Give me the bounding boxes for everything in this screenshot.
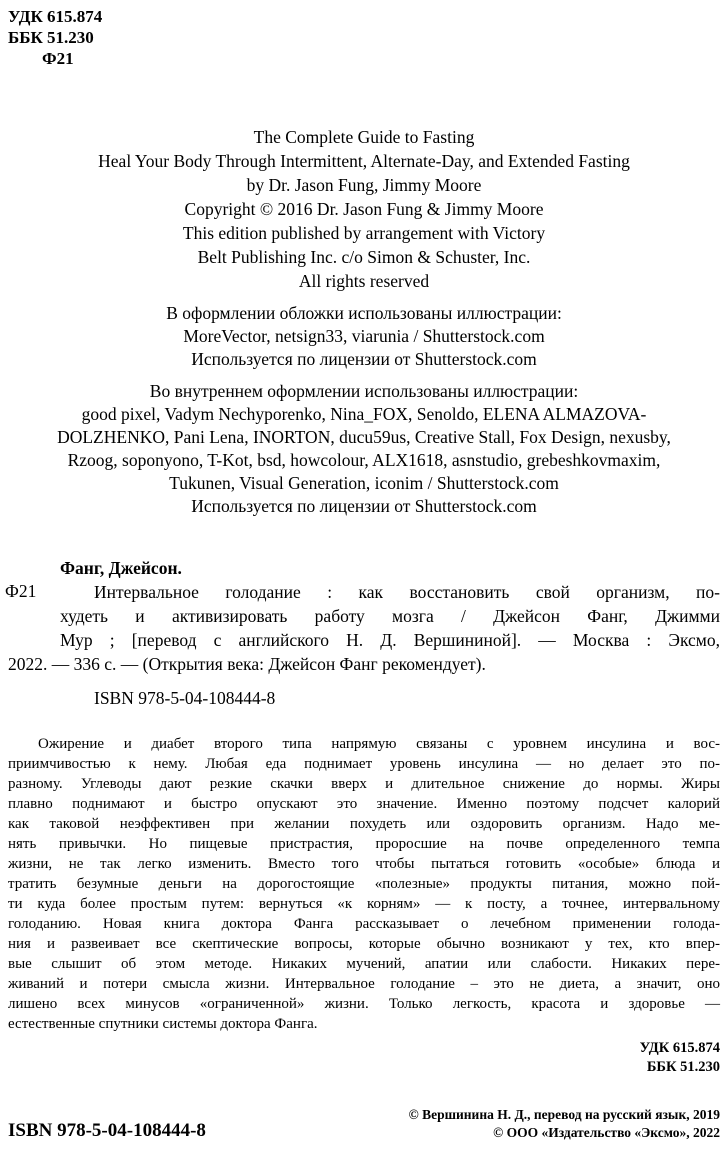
annotation-line: жизни, не так легко изменить. Вместо того чтобы пытаться готовить «особые» блюда и [8,856,720,872]
annotation-line: ния и развеивает все скептические вопросы, которые обычно возникают у тех, кто впер- [8,936,720,952]
original-edition-line: This edition published by arrangement with Victory [182,223,546,243]
bottom-code-line: ББК 51.230 [646,1059,720,1075]
original-edition-line: by Dr. Jason Fung, Jimmy Moore [246,175,482,195]
credit-line: Tukunen, Visual Generation, iconim / Shutterstock.com [169,473,559,493]
catalog-description-line: худеть и активизировать работу мозга / Джейсон Фанг, Джимми [60,606,720,626]
original-edition-line: Copyright © 2016 Dr. Jason Fung & Jimmy Moore [184,199,544,219]
annotation-line: тратить безумные деньги на дорогостоящие «полезные» продукты питания, можно пой- [8,876,720,892]
annotation-paragraph [8,734,720,1034]
copyright-line: © ООО «Издательство «Эксмо», 2022 [493,1125,720,1140]
top-code-line: Ф21 [42,49,74,68]
top-code-line: УДК 615.874 [8,7,103,26]
catalog-description-line: Мур ; [перевод с английского Н. Д. Вершининой]. — Москва : Эксмо, [60,630,720,650]
interior-illustration-credits [8,380,720,518]
annotation-line: приимчивостью к нему. Любая еда поднимает уровень инсулина — но делает это по- [8,756,720,772]
cover-illustration-credits [8,302,720,371]
catalog-body [5,580,720,676]
bottom-classification-codes [8,1039,720,1077]
annotation-line: живаний и потери смысла жизни. Интервальное голодание – это не диета, а значит, оно [8,976,720,992]
annotation-line: плавно поднимают и быстро опускают это значение. Именно поэтому подсчет калорий [8,796,720,812]
annotation-line: как таковой неэффективен при желании похудеть или оздоровить организм. Надо ме- [8,816,720,832]
original-edition-info [8,125,720,293]
annotation-line: нять привычки. Но пищевые пристрастия, проросшие на почве определенного темпа [8,836,720,852]
footer [8,1106,720,1142]
annotation-line: ти куда более простым путем: вернуться «к корням» — к посту, а точнее, интервальному [8,896,720,912]
original-edition-line: All rights reserved [298,271,430,291]
credit-line: Во внутреннем оформлении использованы иллюстрации: [149,381,579,401]
catalog-description-line: 2022. — 336 с. — (Открытия века: Джейсон Фанг рекомендует). [8,654,486,674]
catalog-description-line: Интервальное голодание : как восстановить свой организм, по- [94,582,720,602]
copyright-line: © Вершинина Н. Д., перевод на русский язык, 2019 [408,1107,720,1122]
footer-copyright-block [409,1106,720,1142]
credit-line: В оформлении обложки использованы иллюстрации: [166,303,562,323]
annotation-line: естественные спутники системы доктора Фанга. [8,1016,318,1032]
annotation-line: голоданию. Новая книга доктора Фанга рассказывает о лечебном применении голода- [8,916,720,932]
annotation-line: разному. Углеводы дают резкие скачки вверх и длительное снижение до нормы. Жиры [8,776,720,792]
catalog-isbn: ISBN 978-5-04-108444-8 [94,688,276,708]
catalog-author: Фанг, Джейсон. [60,558,182,578]
annotation-line: вые слышит об этом методе. Никаких мучений, апатии или слабости. Никаких пере- [8,956,720,972]
top-code-line: ББК 51.230 [8,28,94,47]
credit-line: Используется по лицензии от Shutterstock.com [191,349,537,369]
credit-line: MoreVector, netsign33, viarunia / Shutterstock.com [183,326,545,346]
original-edition-line: Heal Your Body Through Intermittent, Alternate-Day, and Extended Fasting [98,151,630,171]
catalog-entry [5,556,720,710]
credit-line: DOLZHENKO, Pani Lena, INORTON, ducu59us, Creative Stall, Fox Design, nexusby, [57,427,671,447]
annotation-line: Ожирение и диабет второго типа напрямую связаны с уровнем инсулина и вос- [38,736,720,752]
credit-line: good pixel, Vadym Nechyporenko, Nina_FOX, Senoldo, ELENA ALMAZOVA- [81,404,647,424]
credit-line: Rzoog, soponyono, T-Kot, bsd, howcolour, ALX1618, asnstudio, grebeshkovmaxim, [67,450,661,470]
footer-isbn: ISBN 978-5-04-108444-8 [8,1120,206,1141]
original-edition-line: The Complete Guide to Fasting [253,127,475,147]
credit-line: Используется по лицензии от Shutterstock.com [191,496,537,516]
catalog-margin-code: Ф21 [5,581,37,601]
original-edition-line: Belt Publishing Inc. c/o Simon & Schuster, Inc. [197,247,531,267]
bottom-code-line: УДК 615.874 [639,1040,720,1056]
top-classification-codes [8,6,720,69]
annotation-line: лишено всех минусов «ограниченной» жизни. Только легкость, красота и здоровье — [8,996,720,1012]
